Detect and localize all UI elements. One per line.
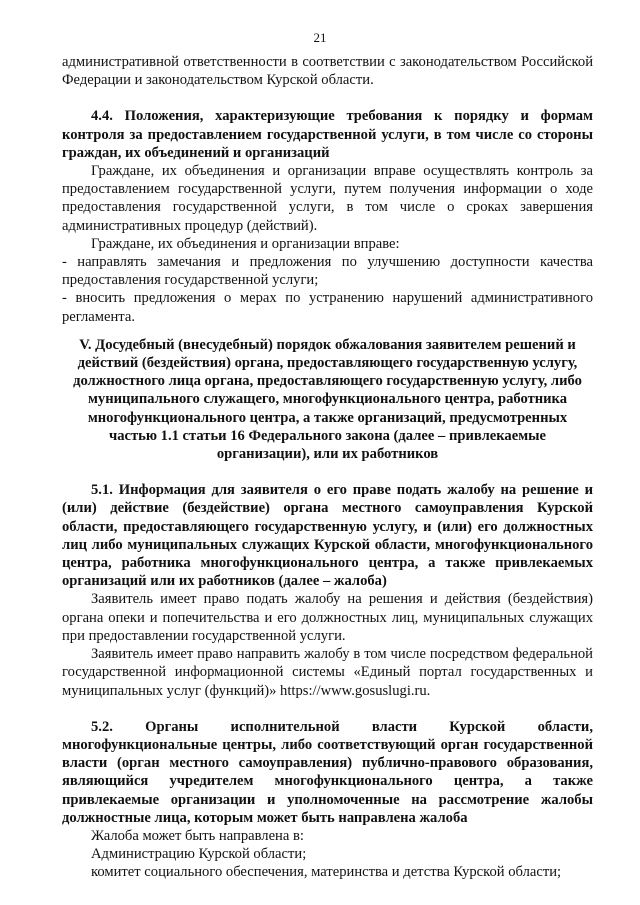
list-item-proposals: - вносить предложения о мерах по устранению нарушений административного регламента.	[62, 290, 593, 325]
page-number: 21	[313, 30, 327, 45]
list-item-administration: Администрацию Курской области;	[91, 846, 307, 863]
section-heading-5-2: 5.2. Органы исполнительной власти Курской области, многофункциональные центры, либо соответствующий орган государственной власти (орган местного самоуправления) публично-правового образования, являющийся учредителем многофункционального центра, а также привлекаемые организации и уполномоченные на рассмотрение жалобы должностные лица, которым может быть направлена жалоба	[62, 718, 593, 826]
paragraph-complaint-to: Жалоба может быть направлена в:	[91, 827, 304, 844]
paragraph-continuation: административной ответственности в соответствии с законодательством Российской Федерации и законодательством Курской области.	[62, 54, 593, 89]
paragraph-portal: Заявитель имеет право направить жалобу в том числе посредством федеральной государственной информационной системы «Единый портал государственных и муниципальных услуг (функций)» https://www.gosuslugi.ru.	[62, 646, 593, 699]
paragraph-rights-intro: Граждане, их объединения и организации вправе:	[91, 235, 400, 252]
section-heading-4-4: 4.4. Положения, характеризующие требования к порядку и формам контроля за предоставлением государственной услуги, в том числе со стороны граждан, их объединений и организаций	[62, 108, 593, 161]
document-body	[62, 53, 593, 882]
paragraph-control-rights: Граждане, их объединения и организации вправе осуществлять контроль за предоставлением государственной услуги, путем получения информации о ходе предоставления государственной услуги, в том числе о сроках завершения административных процедур (действий).	[62, 163, 593, 234]
list-item-committee: комитет социального обеспечения, материнства и детства Курской области;	[91, 864, 562, 881]
chapter-heading-v: V. Досудебный (внесудебный) порядок обжалования заявителем решений и действий (бездействия) органа, предоставляющего государственную услугу, должностного лица органа, предоставляющего государственную услугу, либо муниципального служащего, многофункционального центра, работника многофункционального центра, а также организаций, предусмотренных частью 1.1 статьи 16 Федерального закона (далее – привлекаемые организации), или их работников	[73, 336, 582, 463]
paragraph-complaint-right: Заявитель имеет право подать жалобу на решения и действия (бездействия) органа опеки и попечительства и его должностных лиц, муниципальных служащих при предоставлении государственной услуги.	[62, 591, 593, 644]
section-heading-5-1: 5.1. Информация для заявителя о его праве подать жалобу на решение и (или) действие (бездействие) органа местного самоуправления Курской области, предоставляющего государственную услугу, и (или) его должностных лиц либо муниципальных служащих Курской области, многофункционального центра, работника многофункционального центра, а также привлекаемых организаций или их работников (далее – жалоба)	[62, 482, 593, 590]
list-item-remarks: - направлять замечания и предложения по улучшению доступности качества предоставления государственной услуги;	[62, 254, 593, 289]
